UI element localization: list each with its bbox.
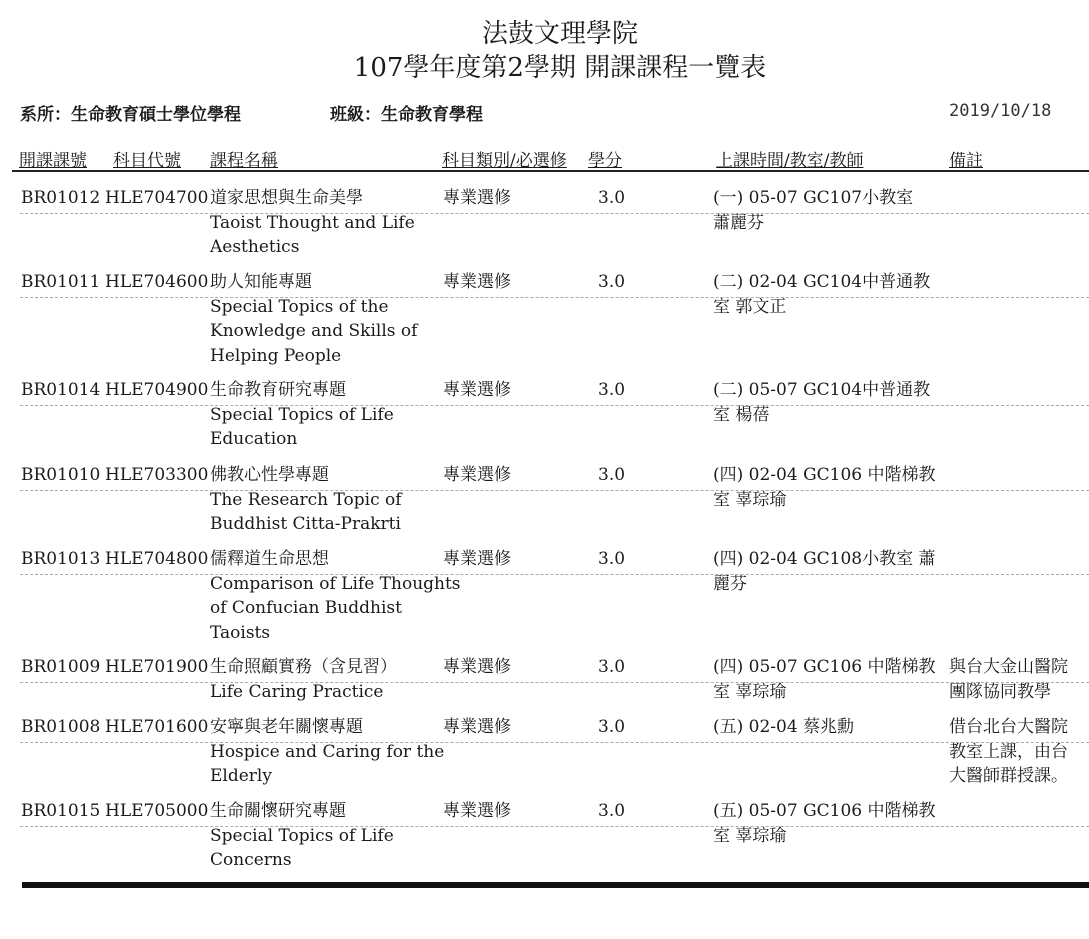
category-cell: 專業選修 bbox=[443, 380, 511, 400]
course-name-line: Helping People bbox=[210, 345, 342, 366]
schedule-line: 室 辜琮瑜 bbox=[713, 489, 787, 510]
header-course-no: 開課課號 bbox=[19, 151, 87, 171]
course-name-line: 佛教心性學專題 bbox=[210, 465, 329, 485]
course-name-line: Special Topics of Life bbox=[210, 404, 394, 425]
credits-cell: 3.0 bbox=[598, 717, 626, 737]
credits-cell: 3.0 bbox=[598, 801, 626, 821]
header-category: 科目類別/必選修 bbox=[442, 151, 567, 171]
course-name-line: Special Topics of Life bbox=[210, 825, 394, 846]
remark-line: 教室上課，由台 bbox=[949, 741, 1068, 762]
schedule-line: (五) 05-07 GC106 中階梯教 bbox=[713, 801, 936, 821]
subject-code-cell: HLE701900 bbox=[105, 657, 209, 677]
header-schedule: 上課時間/教室/教師 bbox=[716, 151, 864, 171]
credits-cell: 3.0 bbox=[598, 272, 626, 292]
course-name-line: Buddhist Citta-Prakrti bbox=[210, 514, 401, 534]
course-name-line: Special Topics of the bbox=[210, 296, 389, 317]
course-no-cell: BR01013 bbox=[21, 549, 101, 569]
header-credits: 學分 bbox=[588, 151, 622, 171]
subject-code-cell: HLE703300 bbox=[105, 465, 209, 485]
schedule-line: 室 辜琮瑜 bbox=[713, 681, 787, 702]
course-name-line: Education bbox=[210, 429, 298, 449]
course-name-line: 生命教育研究專題 bbox=[210, 380, 346, 400]
table-bottom-rule bbox=[22, 882, 1089, 888]
course-no-cell: BR01010 bbox=[21, 465, 101, 485]
schedule-line: (一) 05-07 GC107小教室 bbox=[713, 188, 914, 208]
course-name-line: 生命關懷研究專題 bbox=[210, 801, 346, 821]
credits-cell: 3.0 bbox=[598, 465, 626, 485]
row-dotted-rule bbox=[20, 297, 1089, 298]
row-dotted-rule bbox=[20, 574, 1089, 575]
credits-cell: 3.0 bbox=[598, 549, 626, 569]
subject-code-cell: HLE704800 bbox=[105, 549, 209, 569]
course-name-line: Concerns bbox=[210, 850, 292, 870]
category-cell: 專業選修 bbox=[443, 188, 511, 208]
category-cell: 專業選修 bbox=[443, 717, 511, 737]
course-name-line: 道家思想與生命美學 bbox=[210, 188, 363, 208]
category-cell: 專業選修 bbox=[443, 801, 511, 821]
course-no-cell: BR01009 bbox=[21, 657, 101, 677]
category-cell: 專業選修 bbox=[443, 465, 511, 485]
course-name-line: Elderly bbox=[210, 766, 272, 786]
course-name-line: of Confucian Buddhist bbox=[210, 598, 402, 618]
schedule-line: 室 辜琮瑜 bbox=[713, 825, 787, 846]
row-dotted-rule bbox=[20, 405, 1089, 406]
schedule-line: (四) 02-04 GC108小教室 蕭 bbox=[713, 549, 936, 569]
course-name-line: Knowledge and Skills of bbox=[210, 321, 418, 341]
remark-line: 大醫師群授課。 bbox=[949, 766, 1068, 786]
course-name-line: Life Caring Practice bbox=[210, 681, 384, 702]
schedule-line: 麗芬 bbox=[713, 573, 747, 594]
category-cell: 專業選修 bbox=[443, 657, 511, 677]
subject-code-cell: HLE704900 bbox=[105, 380, 209, 400]
schedule-line: 室 郭文正 bbox=[713, 296, 787, 317]
schedule-line: (四) 02-04 GC106 中階梯教 bbox=[713, 465, 936, 485]
course-name-line: 助人知能專題 bbox=[210, 272, 312, 292]
class-label: 班級：生命教育學程 bbox=[330, 105, 483, 125]
row-dotted-rule bbox=[20, 742, 1089, 743]
course-name-line: Hospice and Caring for the bbox=[210, 741, 445, 762]
row-dotted-rule bbox=[20, 213, 1089, 214]
course-name-line: The Research Topic of bbox=[210, 489, 402, 510]
credits-cell: 3.0 bbox=[598, 188, 626, 208]
course-no-cell: BR01014 bbox=[21, 380, 101, 400]
course-name-line: 安寧與老年關懷專題 bbox=[210, 717, 363, 737]
schedule-line: 蕭麗芬 bbox=[713, 212, 764, 233]
course-name-line: 生命照顧實務（含見習） bbox=[210, 657, 397, 677]
header-course-name: 課程名稱 bbox=[210, 151, 278, 171]
course-name-line: Aesthetics bbox=[210, 237, 300, 257]
schedule-line: 室 楊蓓 bbox=[713, 404, 770, 425]
row-dotted-rule bbox=[20, 826, 1089, 827]
schedule-line: (四) 05-07 GC106 中階梯教 bbox=[713, 657, 936, 677]
category-cell: 專業選修 bbox=[443, 549, 511, 569]
row-dotted-rule bbox=[20, 682, 1089, 683]
header-rule bbox=[12, 170, 1089, 172]
course-no-cell: BR01015 bbox=[21, 801, 101, 821]
subject-code-cell: HLE704700 bbox=[105, 188, 209, 208]
credits-cell: 3.0 bbox=[598, 380, 626, 400]
document-subtitle: 107學年度第2學期 開課課程一覽表 bbox=[353, 53, 767, 83]
department-label: 系所：生命教育碩士學位學程 bbox=[20, 105, 241, 125]
course-name-line: 儒釋道生命思想 bbox=[210, 549, 329, 569]
remark-line: 團隊協同教學 bbox=[949, 681, 1051, 702]
category-cell: 專業選修 bbox=[443, 272, 511, 292]
course-name-line: Taoists bbox=[210, 622, 271, 643]
print-date: 2019/10/18 bbox=[949, 101, 1052, 121]
schedule-line: (二) 05-07 GC104中普通教 bbox=[713, 380, 931, 400]
header-subject-code: 科目代號 bbox=[113, 151, 181, 171]
row-dotted-rule bbox=[20, 490, 1089, 491]
schedule-line: (二) 02-04 GC104中普通教 bbox=[713, 272, 931, 292]
course-no-cell: BR01008 bbox=[21, 717, 101, 737]
subject-code-cell: HLE701600 bbox=[105, 717, 209, 737]
school-title: 法鼓文理學院 bbox=[481, 19, 638, 49]
subject-code-cell: HLE704600 bbox=[105, 272, 209, 292]
remark-line: 與台大金山醫院 bbox=[949, 657, 1068, 677]
schedule-line: (五) 02-04 蔡兆勳 bbox=[713, 717, 855, 737]
course-name-line: Comparison of Life Thoughts bbox=[210, 573, 461, 594]
course-no-cell: BR01012 bbox=[21, 188, 101, 208]
remark-line: 借台北台大醫院 bbox=[949, 717, 1068, 737]
subject-code-cell: HLE705000 bbox=[105, 801, 209, 821]
course-no-cell: BR01011 bbox=[21, 272, 101, 292]
header-remarks: 備註 bbox=[949, 151, 983, 171]
credits-cell: 3.0 bbox=[598, 657, 626, 677]
course-name-line: Taoist Thought and Life bbox=[210, 212, 415, 233]
